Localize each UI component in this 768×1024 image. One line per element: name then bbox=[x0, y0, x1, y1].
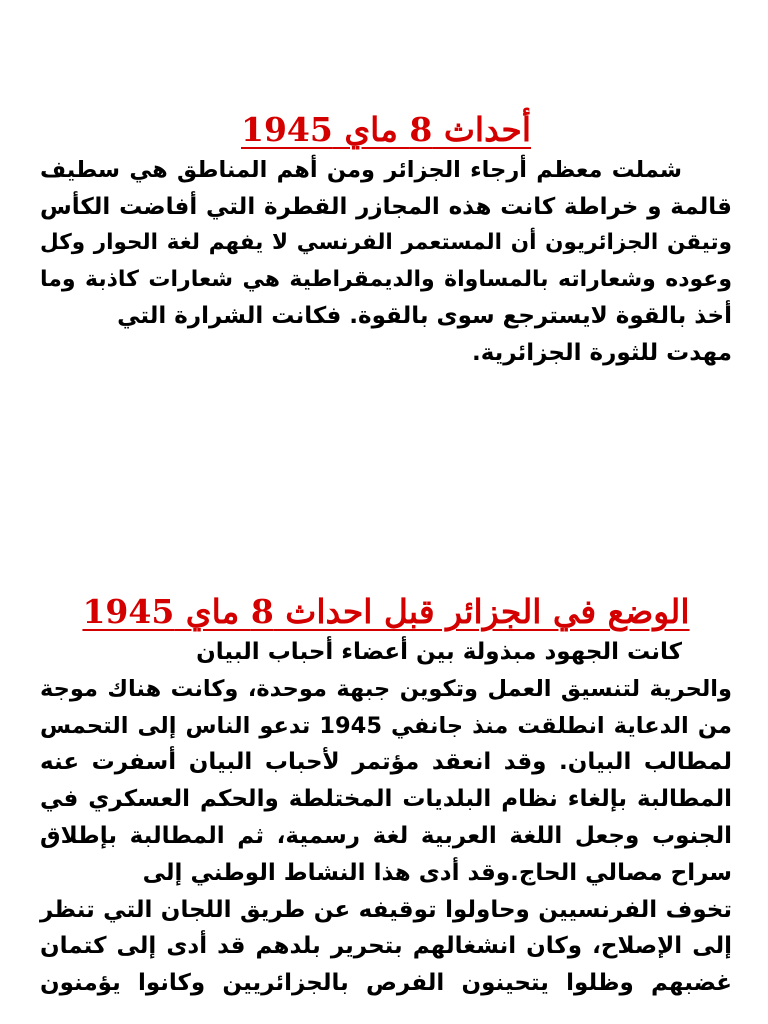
text-line: الجنوب وجعل اللغة العربية لغة رسمية، ثم المطالبة بإطلاق bbox=[40, 822, 732, 849]
text-line: كانت الجهود مبذولة بين أعضاء أحباب البيان bbox=[196, 639, 682, 665]
section-paragraph bbox=[40, 152, 732, 371]
text-line: مهدت للثورة الجزائرية. bbox=[471, 339, 732, 366]
text-line: تخوف الفرنسيين وحاولوا توقيفه عن طريق اللجان التي تنظر bbox=[40, 896, 732, 923]
section-may-8-events bbox=[40, 108, 732, 371]
section-heading: أحداث 8 ماي 1945 bbox=[241, 110, 531, 149]
text-line: المطالبة بإلغاء نظام البلديات المختلطة والحكم العسكري في bbox=[40, 786, 732, 813]
text-line: إلى الإصلاح، وكان انشغالهم بتحرير بلدهم قد أدى إلى كتمان bbox=[40, 933, 732, 960]
section-situation-before-events bbox=[40, 590, 732, 1002]
text-line: أخذ بالقوة لايسترجع سوى بالقوة. فكانت الشرارة التي bbox=[117, 303, 732, 329]
text-line: وعوده وشعاراته بالمساواة والديمقراطية هي شعارات كاذبة وما bbox=[40, 266, 732, 292]
section-paragraph bbox=[40, 634, 732, 1002]
text-line: غضبهم وظلوا يتحينون الفرص بالجزائريين وكانوا يؤمنون bbox=[40, 970, 732, 997]
text-line: من الدعاية انطلقت منذ جانفي 1945 تدعو الناس إلى التحمس bbox=[40, 712, 732, 739]
text-line: والحرية لتنسيق العمل وتكوين جبهة موحدة، وكانت هناك موجة bbox=[40, 675, 732, 702]
section-heading: الوضع في الجزائر قبل احداث 8 ماي 1945 bbox=[82, 592, 690, 631]
text-line: لمطالب البيان. وقد انعقد مؤتمر لأحباب البيان أسفرت عنه bbox=[40, 749, 732, 776]
text-line: شملت معظم أرجاء الجزائر ومن أهم المناطق هي سطيف bbox=[40, 157, 682, 183]
text-line: سراح مصالي الحاج.وقد أدى هذا النشاط الوطني إلى bbox=[142, 859, 732, 886]
text-line: قالمة و خراطة كانت هذه المجازر القطرة التي أفاضت الكأس bbox=[40, 193, 732, 220]
text-line: وتيقن الجزائريون أن المستعمر الفرنسي لا يفهم لغة الحوار وكل bbox=[40, 230, 732, 255]
